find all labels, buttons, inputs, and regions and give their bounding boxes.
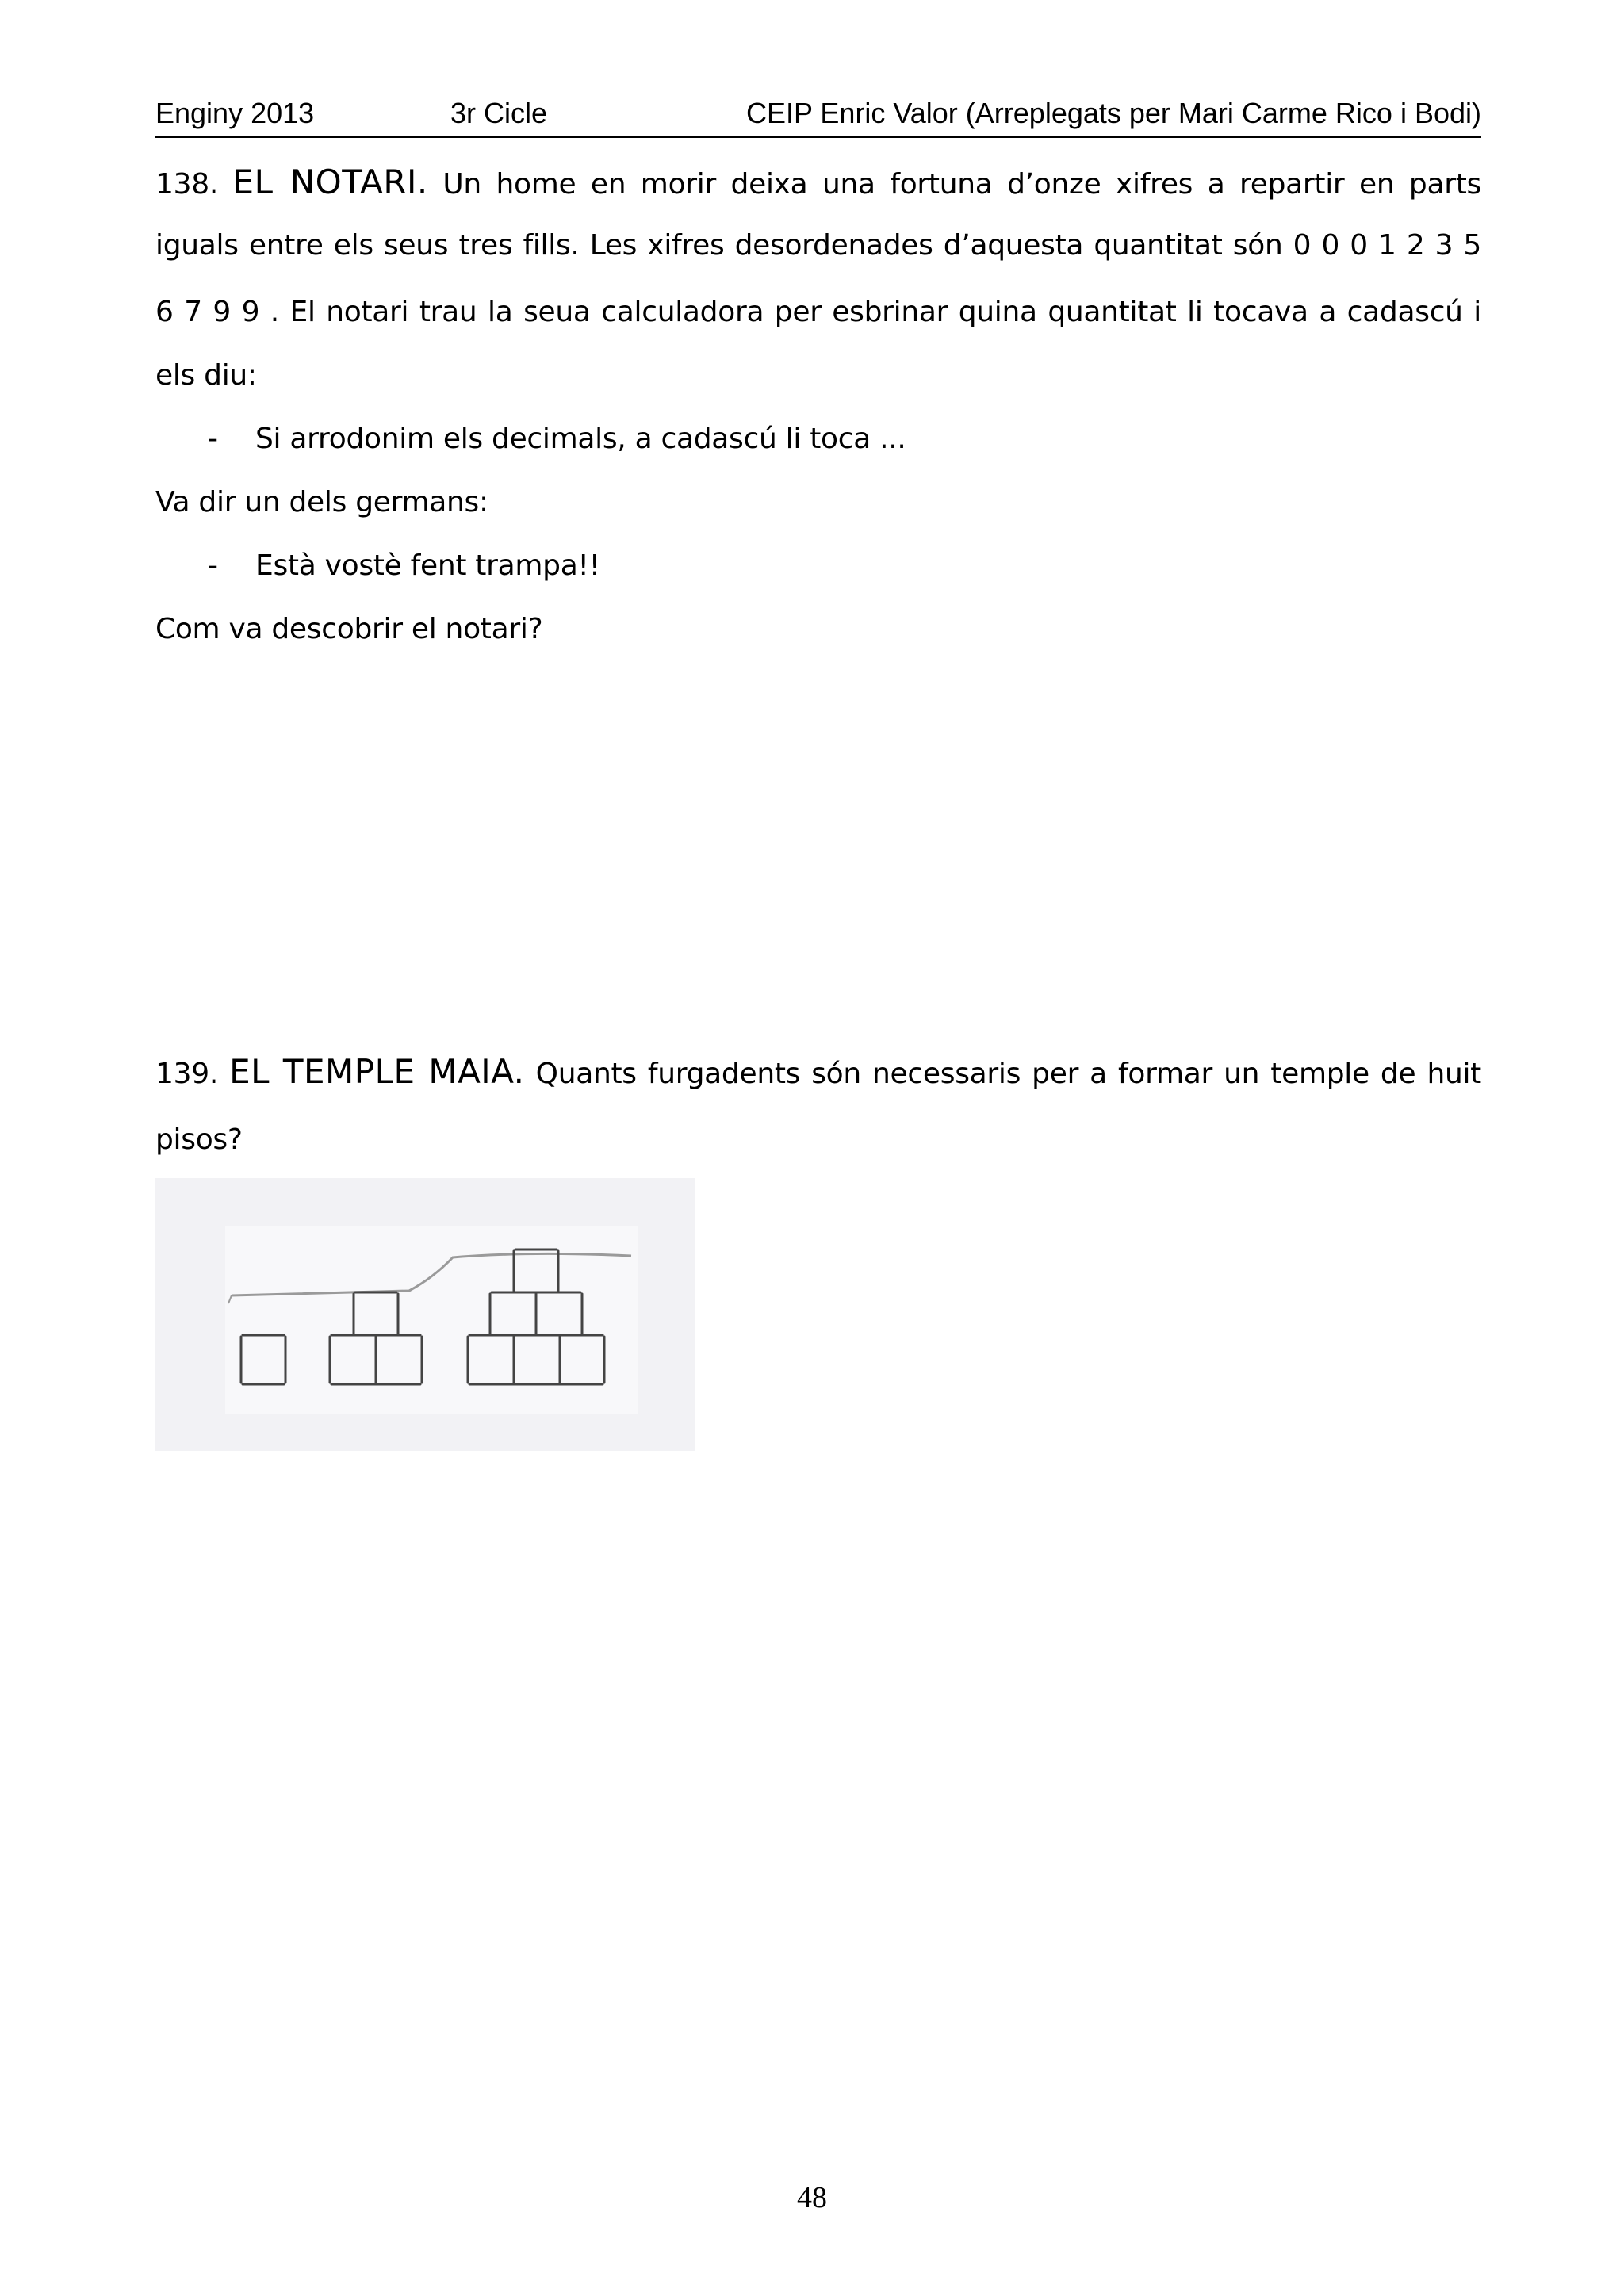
- dialog-2-dash: -: [208, 549, 218, 582]
- dialog-1-text: Si arrodonim els decimals, a cadascú li toca ...: [255, 423, 906, 455]
- page-header: [155, 92, 1481, 138]
- problem-139-text-1: Quants furgadents són necessaris per a formar un temple de huit: [535, 1058, 1481, 1090]
- problem-139-title: EL TEMPLE MAIA.: [229, 1052, 525, 1091]
- temple-figure: [155, 1178, 695, 1451]
- problem-138-line-4: els diu:: [155, 359, 257, 392]
- problem-139-number: 139.: [155, 1058, 218, 1090]
- dialog-2-text: Està vostè fent trampa!!: [255, 549, 600, 582]
- problem-138-line-5: Va dir un dels germans:: [155, 486, 488, 519]
- problem-138-title: EL NOTARI.: [232, 163, 428, 201]
- problem-139-line-2: pisos?: [155, 1123, 243, 1156]
- header-title: Enginy 2013: [155, 97, 315, 129]
- problem-138-line-3: 6 7 9 9 . El notari trau la seua calculadora per esbrinar quina quantitat li tocava a cadascú i: [155, 296, 1481, 328]
- page-number: 48: [797, 2181, 827, 2214]
- header-school: CEIP Enric Valor (Arreplegats per Mari Carme Rico i Bodi): [746, 97, 1481, 129]
- problem-138-line-1: [155, 163, 1481, 204]
- problem-138-line-2: iguals entre els seus tres fills. Les xifres desordenades d’aquesta quantitat són 0 0 0 1 2 3 5: [155, 229, 1481, 262]
- problem-138-text-1: Un home en morir deixa una fortuna d’onze xifres a repartir en parts: [442, 168, 1481, 201]
- header-cycle: 3r Cicle: [450, 97, 548, 129]
- problem-139-line-1: [155, 1053, 1481, 1093]
- dialog-1-dash: -: [208, 423, 218, 455]
- toothpick-temples-drawing: [155, 1178, 695, 1451]
- problem-138-number: 138.: [155, 168, 218, 201]
- problem-138-question: Com va descobrir el notari?: [155, 613, 543, 645]
